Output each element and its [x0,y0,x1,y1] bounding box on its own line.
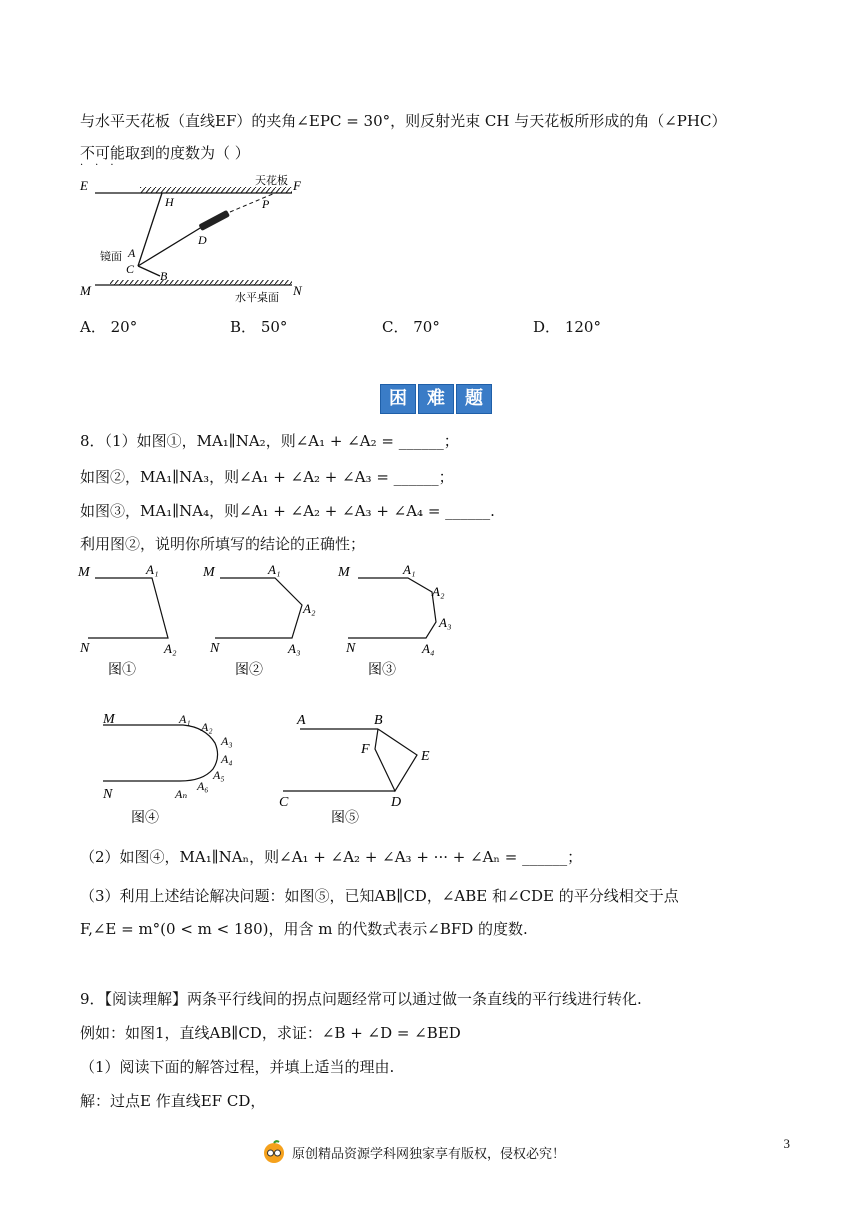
q7-line1: 与水平天花板（直线EF）的夹角∠EPC = 30°，则反射光束 CH 与天花板所形成的角（∠PHC） [80,112,727,130]
fig5-E: E [421,749,430,764]
q8-line2: 如图②，MA₁∥NA₃，则∠A₁ + ∠A₂ + ∠A₃ = ______； [80,468,454,486]
fig3-A4: A₄ [422,641,435,656]
fig3-M: M [338,565,350,580]
fig5-A: A [297,713,306,728]
fig2-N: N [210,641,220,656]
q8-line3: 如图③，MA₁∥NA₄，则∠A₁ + ∠A₂ + ∠A₃ + ∠A₄ = ______. [80,502,495,520]
footer [262,1140,565,1164]
label-desk: 水平桌面 [235,291,279,304]
fig2-A1: A₁ [268,562,281,577]
label-B: B [160,269,168,283]
q9-line1: 9．【阅读理解】两条平行线间的拐点问题经常可以通过做一条直线的平行线进行转化. [80,990,642,1008]
fig5-B: B [374,713,383,728]
fig2-M: M [203,565,215,580]
q8-line4: 利用图②，说明你所填写的结论的正确性； [80,535,366,553]
fig3-A3: A₃ [439,615,452,630]
fig2-shape [215,578,302,638]
label-H: H [165,195,174,209]
label-D: D [198,233,207,247]
label-E: E [80,178,88,193]
fig1-N: N [80,641,90,656]
q8-line1: 8．（1）如图①，MA₁∥NA₂，则∠A₁ + ∠A₂ = ______； [80,432,459,450]
orange-logo-icon [262,1140,286,1164]
choice-a: A． 20° [80,318,138,336]
fig2-A2: A₂ [303,601,316,616]
fig4-N: N [103,787,113,802]
label-A: A [128,246,136,260]
fig4-caption: 图④ [131,811,159,826]
label-M: M [80,283,91,298]
fig5-C: C [279,795,289,810]
fig1-A2: A₂ [164,641,177,656]
q7-figure [70,170,320,310]
laser-pointer [198,210,230,231]
label-ceiling: 天花板 [255,174,288,187]
q8-figures-4-5 [95,705,455,835]
mirror-AB [138,266,160,276]
fig4-A4: A₄ [221,752,233,766]
fig1-A1: A₁ [146,562,159,577]
fig5-F: F [361,742,370,757]
fig1-M: M [78,565,90,580]
desk-hatch [110,280,292,285]
fig3-N: N [346,641,356,656]
page-number: 3 [783,1136,790,1151]
fig4-An: Aₙ [175,787,188,801]
footer-text: 原创精品资源学科网独家享有版权，侵权必究！ [292,1146,566,1162]
fig3-shape [348,578,436,638]
fig4-M: M [103,712,115,727]
ceiling-hatch [140,187,292,193]
q9-line2: 例如：如图1，直线AB∥CD，求证：∠B + ∠D = ∠BED [80,1024,461,1042]
fig5-shape [375,729,417,791]
q8-part2: （2）如图④，MA₁∥NAₙ，则∠A₁ + ∠A₂ + ∠A₃ + ··· + ∠Aₙ = ______； [80,848,583,866]
fig4-A1: A₁ [179,712,191,726]
fig1-shape [88,578,168,638]
choice-d: D． 120° [533,318,601,336]
q8-part3a: （3）利用上述结论解决问题：如图⑤，已知AB∥CD，∠ABE 和∠CDE 的平分线相交于点 [80,887,679,905]
choice-b: B． 50° [230,318,288,336]
label-mirror: 镜面 [100,250,122,263]
fig4-A2: A₂ [201,720,213,734]
section-title-difficult [380,384,492,414]
fig4-A5: A₅ [213,768,225,782]
choice-c: C． 70° [382,318,440,336]
fig3-A2: A₂ [432,584,445,599]
q7-line2: 不可能取到的度数为（ ） [80,144,250,162]
fig3-A1: A₁ [403,562,416,577]
fig2-caption: 图② [235,663,263,678]
q9-line3: （1）阅读下面的解答过程，并填上适当的理由. [80,1058,395,1076]
label-N: N [293,283,302,298]
emphasis-dots: ··· [80,160,126,171]
q8-part3b: F,∠E = m°(0 < m < 180)，用含 m 的代数式表示∠BFD 的度数. [80,920,528,938]
q9-line4: 解：过点E 作直线EF CD， [80,1092,266,1110]
label-F: F [293,178,301,193]
fig3-caption: 图③ [368,663,396,678]
fig1-caption: 图① [108,663,136,678]
fig5-caption: 图⑤ [331,811,359,826]
fig5-D: D [391,795,402,810]
fig2-A3: A₃ [288,641,301,656]
section-char-1: 困 [380,384,416,414]
ray-CH [138,193,162,266]
fig4-A6: A₆ [197,779,209,793]
fig4-A3: A₃ [221,734,233,748]
label-C: C [126,262,135,276]
q8-figures-1-3 [70,560,490,685]
label-P: P [262,197,270,211]
section-char-2: 难 [418,384,454,414]
section-char-3: 题 [456,384,492,414]
